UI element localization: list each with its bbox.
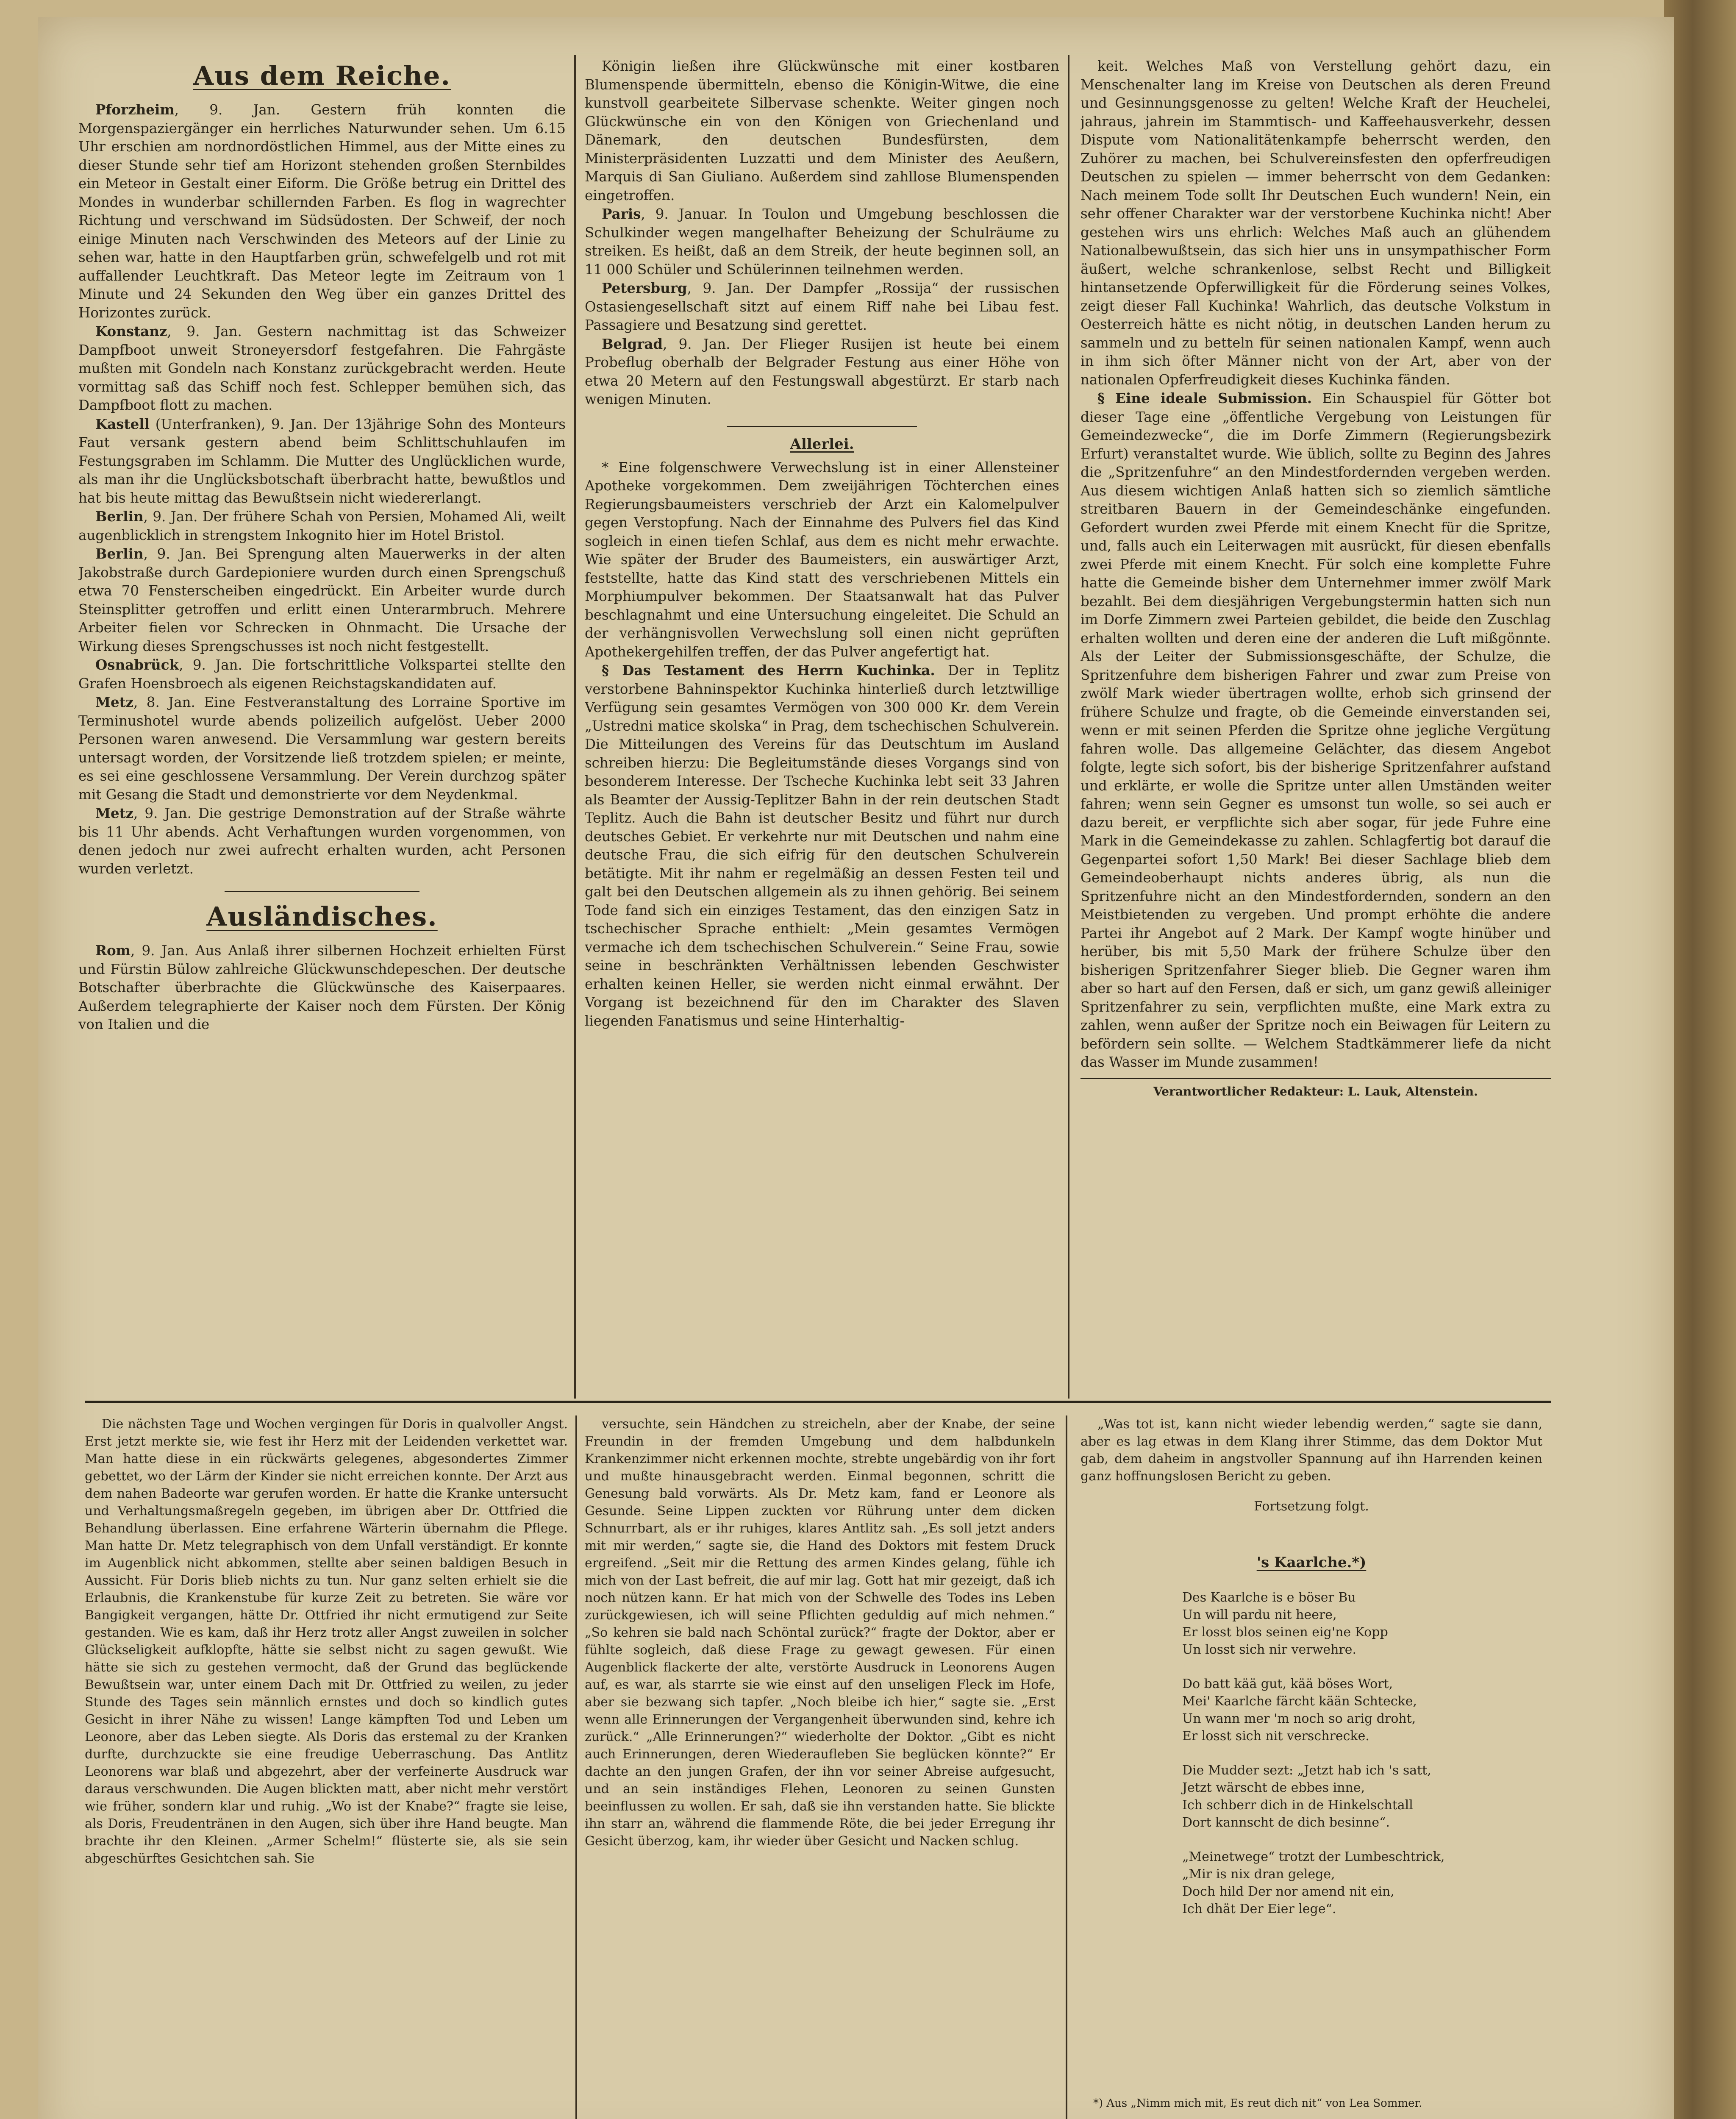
article: [78, 322, 566, 415]
poem-line: „Meinetwege“ trotzt der Lumbeschtrick,: [1182, 1849, 1445, 1864]
book-binding: [1664, 0, 1736, 2119]
poem: [1182, 1589, 1542, 1918]
poem-line: Un wann mer 'm noch so arig droht,: [1182, 1711, 1416, 1726]
poem-line: Doch hild Der nor amend nit ein,: [1182, 1884, 1394, 1899]
article: [78, 100, 566, 322]
divider: [225, 891, 419, 892]
article-text: Königin ließen ihre Glückwünsche mit einer kostbaren Blumenspende übermitteln, ebenso die Königin-Witwe, die eine kunstvoll gearbeitete Silbervase schenkte. Weiter gingen noch Glückwünsche ein von den Königen von Griechenland und Dänemark, den deutschen Bundesfürsten, dem Ministerpräsidenten Luzzatti und dem Minister des Aeußern, Marquis di San Giuliano. Außerdem sind zahllose Blumenspenden eingetroffen.: [585, 58, 1059, 203]
imprint: Verantwortlicher Redakteur: L. Lauk, Altenstein.: [1080, 1078, 1551, 1101]
article-text: , 8. Jan. Eine Festveranstaltung des Lorraine Sportive im Terminushotel wurde abends polizeilich aufgelöst. Ueber 2000 Personen waren anwesend. Die Versammlung war gestern bereits untersagt worden, der Vorsitzende ließ trotzdem spielen; er meinte, es sei eine geschlossene Versammlung. Der Verein durchzog später mit Gesang die Stadt und demonstrierte vor dem Neydenkmal.: [78, 694, 566, 803]
article-text: , 9. Jan. Die fortschrittliche Volkspartei stellte den Grafen Hoensbroech als eigenen Reichstagskandidaten auf.: [78, 657, 566, 692]
continued-note: Fortsetzung folgt.: [1254, 1499, 1369, 1514]
article-text: keit. Welches Maß von Verstellung gehört dazu, ein Menschenalter lang im Kreise von Deutschen als deren Freund und Gesinnungsgenosse zu gelten! Welche Kraft der Heuchelei, jahraus, jahrein im Stammtisch- und Kaffeehausverkehr, dessen Dispute vom Nationalitätenkampfe beherrscht werden, den Zuhörer zu machen, bei Schulvereinsfesten den opferfreudigen Deutschen zu spielen — immer beherrscht von dem Gedanken: Nach meinem Tode sollt Ihr Deutschen Euch wundern! Nein, ein sehr offener Charakter war der verstorbene Kuchinka nicht! Aber gestehen wirs uns ehrlich: Welches Maß auch an glühendem Nationalbewußtsein, das sich hier uns in unsympathischer Form äußert, welche schrankenlose, selbst Recht und Billigkeit hintansetzende Opferwilligkeit für die Förderung seines Volkes, zeigt dieser Fall Kuchinka! Wahrlich, das deutsche Volkstum in Oesterreich hätte es nicht nötig, in deutschen Landen herum zu sammeln und zu betteln für seinen nationalen Kampf, wenn auch in ihm sich öfter Männer nicht von der Art, aber von der nationalen Opferfreudigkeit dieses Kuchinka fänden.: [1080, 58, 1551, 388]
feuilleton-text: Die nächsten Tage und Wochen vergingen für Doris in qualvoller Angst. Erst jetzt merkte sie, wie fest ihr Herz mit der Leidenden verkettet war. Man hatte diese in ein rückwärts gelegenes, abgesondertes Zimmer gebettet, wo der Lärm der Kinder sie nicht erreichen konnte. Der Arzt aus dem nahen Badeorte war gerufen worden. Er hatte die Kranke untersucht und Verhaltungsmaßregeln gegeben, im übrigen aber Dr. Ottfried die Behandlung überlassen. Eine erfahrene Wärterin übernahm die Pflege. Man hatte Dr. Metz telegraphisch von dem Unfall verständigt. Er konnte im Augenblick nicht abkommen, stellte aber seinen baldigen Besuch in Aussicht. Für Doris blieb nichts zu tun. Nur ganz selten erhielt sie die Erlaubnis, die Krankenstube für kurze Zeit zu betreten. Sie wäre vor Bangigkeit vergangen, hätte Dr. Ottfried ihr nicht ermutigend zur Seite gestanden. Wie es kam, daß ihr Herz trotz aller Angst zuweilen in solcher Glückseligkeit aufklopfte, hätte sie selbst nicht zu sagen gewußt. Wie hätte sie sich zu gestehen vermocht, daß der Grund das beglückende Bewußtsein war, unter einem Dach mit Dr. Ottfried zu weilen, zu jeder Stunde des Tages sein männlich ernstes und doch so kindlich gutes Gesicht in ihrer Nähe zu wissen! Lange kämpften Tod und Leben um Leonore, aber das Leben siegte. Als Doris das erstemal zu der Kranken durfte, durchzuckte sie eine freudige Ueberraschung. Das Antlitz Leonorens war blaß und abgezehrt, aber der verfeinerte Ausdruck war daraus verschwunden. Die Augen blickten matt, aber nicht mehr verstört wie früher, sondern klar und ruhig. „Wo ist der Knabe?“ fragte sie leise, als Doris, Freudentränen in den Augen, sich über ihre Hand beugte. Man brachte ihr den Kleinen. „Armer Schelm!“ flüsterte sie, als sie sein abgeschürftes Gesichtchen sah. Sie: [85, 1417, 568, 1866]
column-rule: [1066, 1415, 1067, 2119]
article-text: , 9. Jan. Gestern nachmittag ist das Schweizer Dampfboot unweit Stroneyersdorf festgefahren. Die Fahrgäste mußten mit Gondeln nach Konstanz zurückgebracht werden. Heute vormittag saß das Schiff noch fest. Schlepper bemühen sich, das Dampfboot flott zu machen.: [78, 323, 566, 413]
article-text: , 9. Januar. In Toulon und Umgebung beschlossen die Schulkinder wegen mangelhafter Beheizung der Schulräume zu streiken. Es heißt, daß an dem Streik, der heute beginnen soll, an 11 000 Schüler und Schülerinnen teilnehmen werden.: [585, 206, 1059, 278]
article-text: Der in Teplitz verstorbene Bahninspektor Kuchinka hinterließ durch letztwillige Verfügung sein gesamtes Vermögen von 300 000 Kr. dem Verein „Ustredni matice skolska“ in Prag, dem tschechischen Schulverein. Die Mitteilungen des Vereins für das Deutschtum im Ausland schreiben hierzu: Die Begleitumstände dieses Vorgangs sind von besonderem Interesse. Der Tscheche Kuchinka lebt seit 33 Jahren als Beamter der Aussig-Teplitzer Bahn in der rein deutschen Stadt Teplitz. Auch die Bahn ist deutscher Besitz und führt nur durch deutsches Gebiet. Er verkehrte nur mit Deutschen und nahm eine deutsche Frau, die sich eifrig für den deutschen Schulverein betätigte. Mit ihr nahm er regelmäßig an dessen Festen teil und galt bei den Deutschen allgemein als zu ihnen gehörig. Bei seinem Tode fand sich ein einziges Testament, das den einzigen Satz in tschechischer Sprache enthielt: „Mein gesamtes Vermögen vermache ich dem tschechischen Schulverein.“ Seine Frau, sowie seine in beschränkten Verhältnissen lebenden Geschwister erhalten keinen Heller, sie werden nicht einmal erwähnt. Der Vorgang ist bezeichnend für den im Charakter des Slaven liegenden Fanatismus und seine Hinterhaltig-: [585, 662, 1059, 1029]
poem-line: „Mir is nix dran gelege,: [1182, 1867, 1335, 1882]
footnote: *) Aus „Nimm mich mit, Es reut dich nit“ von Lea Sommer.: [1093, 2097, 1422, 2110]
poem-line: Mei' Kaarlche färcht kään Schtecke,: [1182, 1694, 1417, 1709]
article: [78, 507, 566, 545]
article-dateline: Rom: [95, 942, 131, 959]
poem-stanza: [1182, 1675, 1542, 1745]
article-dateline: Belgrad: [602, 335, 663, 352]
heading-auslaendisches: Ausländisches.: [206, 901, 438, 932]
article: [78, 804, 566, 878]
article-dateline: § Das Testament des Herrn Kuchinka.: [602, 662, 935, 679]
article-dateline: Metz: [95, 805, 134, 821]
article-text: , 9. Jan. Der frühere Schah von Persien, Mohamed Ali, weilt augenblicklich in strengstem Inkognito hier im Hotel Bristol.: [78, 509, 566, 543]
feuilleton-column-3: [1080, 1415, 1542, 2119]
heading-allerlei: Allerlei.: [790, 435, 854, 453]
article-dateline: Petersburg: [602, 280, 687, 296]
poem-line: Er losst sich nit verschrecke.: [1182, 1729, 1369, 1744]
article: [78, 693, 566, 804]
article: [585, 335, 1059, 409]
article-dateline: Paris: [602, 206, 641, 222]
column-2: [585, 57, 1059, 1396]
article-text: , 9. Jan. Bei Sprengung alten Mauerwerks in der alten Jakobstraße durch Gardepioniere wurden durch einen Sprengschuß etwa 70 Fensterscheiben eingedrückt. Ein Arbeiter wurde durch Steinsplitter getroffen und erlitt einen Unterarmbruch. Mehrere Arbeiter fielen vor Schrecken in Ohnmacht. Die Ursache der Wirkung dieses Sprengschusses ist noch nicht festgestellt.: [78, 546, 566, 654]
article-dateline: Berlin: [95, 545, 144, 562]
column-rule: [1068, 55, 1069, 1399]
article: [585, 279, 1059, 335]
poem-line: Die Mudder sezt: „Jetzt hab ich 's satt,: [1182, 1763, 1431, 1778]
article-text: , 9. Jan. Gestern früh konnten die Morgenspaziergänger ein herrliches Naturwunder sehen. Um 6.15 Uhr erschien am nordnordöstlichen Himmel, aus der Mitte eines zu dieser Stunde sehr tief am Horizont stehenden großen Sternbildes ein Meteor in Gestalt einer Eiform. Die Größe betrug ein Drittel des Mondes in wunderbar schillernden Farben. Es flog in wagrechter Richtung und verschwand im Südsüdosten. Der Schweif, der noch einige Minuten nach Verschwinden des Meteors auf der Linie zu sehen war, hatte in den Hauptfarben grün, schwefelgelb und rot mit auffallender Leuchtkraft. Das Meteor legte im Zeitraum von 1 Minute und 24 Sekunden den Weg über ein ganzes Drittel des Horizontes zurück.: [78, 102, 566, 321]
poem-title: 's Kaarlche.*): [1256, 1554, 1367, 1571]
article: [1080, 389, 1551, 1072]
column-3: [1080, 57, 1551, 1396]
feuilleton-column-2: [585, 1415, 1055, 2119]
article: [78, 941, 566, 1034]
feuilleton-rule: [85, 1401, 1551, 1403]
poem-line: Do batt kää gut, kää böses Wort,: [1182, 1677, 1393, 1691]
column-rule: [574, 55, 576, 1399]
article-text: , 9. Jan. Die gestrige Demonstration auf der Straße währte bis 11 Uhr abends. Acht Verhaftungen wurden vorgenommen, von denen jedoch nur zwei aufrecht erhalten wurden, acht Personen wurden verletzt.: [78, 805, 566, 877]
article-text: (Unterfranken), 9. Jan. Der 13jährige Sohn des Monteurs Faut versank gestern abend beim Schlittschuhlaufen im Festungsgraben im Schlamm. Die Mutter des Unglücklichen wurde, als man ihr die Unglücksbotschaft überbracht hatte, bewußtlos und hat bis heute mittag das Bewußtsein nicht wiedererlangt.: [78, 416, 566, 506]
article-text: * Eine folgenschwere Verwechslung ist in einer Allensteiner Apotheke vorgekommen. Dem zweijährigen Töchterchen eines Regierungsbaumeisters verschrieb der Arzt ein Kalomelpulver gegen Verstopfung. Nach der Einnahme des Pulvers fiel das Kind sogleich in einen tiefen Schlaf, aus dem es nicht mehr erwachte. Wie später der Bruder des Baumeisters, ein auswärtiger Arzt, feststellte, hatte das Kind statt des verschriebenen Mittels ein Morphiumpulver bekommen. Der Staatsanwalt hat das Pulver beschlagnahmt und eine Untersuchung eingeleitet. Die Schuld an der verhängnisvollen Verwechslung soll einen nicht geprüften Apothekergehilfen treffen, der das Pulver angefertigt hat.: [585, 459, 1059, 660]
poem-line: Er losst blos seinen eig'ne Kopp: [1182, 1625, 1388, 1640]
newspaper-page: [38, 17, 1674, 2119]
poem-line: Un losst sich nir verwehre.: [1182, 1642, 1357, 1657]
article: [585, 57, 1059, 205]
article: [585, 205, 1059, 279]
poem-line: Des Kaarlche is e böser Bu: [1182, 1590, 1356, 1605]
poem-line: Jetzt wärscht de ebbes inne,: [1182, 1780, 1365, 1795]
article-dateline: Osnabrück: [95, 656, 179, 673]
article: [1080, 57, 1551, 389]
article-dateline: Konstanz: [95, 323, 167, 339]
column-1: [78, 57, 566, 1350]
poem-line: Ich dhät Der Eier lege“.: [1182, 1902, 1336, 1916]
article: [78, 545, 566, 656]
col2-allerlei-articles: [585, 459, 1059, 1031]
article-dateline: Kastell: [95, 415, 150, 432]
poem-line: Un will pardu nit heere,: [1182, 1607, 1337, 1622]
poem-line: Ich schberr dich in de Hinkelschtall: [1182, 1798, 1413, 1813]
col2-articles: [585, 57, 1059, 409]
poem-stanza: [1182, 1848, 1542, 1918]
poem-stanza: [1182, 1589, 1542, 1658]
col1-ausland-articles: [78, 941, 566, 1034]
feuilleton-text: „Was tot ist, kann nicht wieder lebendig werden,“ sagte sie dann, aber es lag etwas in dem Klang ihrer Stimme, das dem Doktor Mut gab, dem daheim in angstvoller Spannung auf ihn Harrenden keinen ganz hoffnungslosen Bericht zu geben.: [1080, 1417, 1542, 1484]
col1-articles: [78, 100, 566, 878]
feuilleton-column-1: [85, 1415, 568, 2119]
feuilleton-text: versuchte, sein Händchen zu streicheln, aber der Knabe, der seine Freundin in der fremden Umgebung und dem halbdunkeln Krankenzimmer nicht erkennen mochte, strebte ungebärdig von ihr fort und mußte hinausgebracht werden. Einmal begonnen, schritt die Genesung bald vorwärts. Als Dr. Metz kam, fand er Leonore als Gesunde. Seine Lippen zuckten vor Rührung unter dem dicken Schnurrbart, als er ihr ruhiges, klares Antlitz sah. „Es soll jetzt anders mit mir werden,“ sagte sie, die Hand des Doktors mit festem Druck ergreifend. „Seit mir die Rettung des armen Kindes gelang, fühle ich mich von der Last befreit, die auf mir lag. Gott hat mir gezeigt, daß ich noch nützen kann. Er hat mich von der Schwelle des Todes ins Leben zurückgewiesen, ich will seine Pflichten geduldig auf mich nehmen.“ „So kehren sie bald nach Schöntal zurück?“ fragte der Doktor, aber er fühlte sogleich, daß diese Frage zu gewagt gewesen. Für einen Augenblick flackerte der alte, verstörte Ausdruck in Leonorens Augen auf, es war, als starrte sie wie einst auf den unseligen Fleck im Hofe, aber sie bezwang sich tapfer. „Noch bleibe ich hier,“ sagte sie. „Erst wenn alle Erinnerungen der Vergangenheit überwunden sind, kehre ich zurück.“ „Alle Erinnerungen?“ wiederholte der Doktor. „Gibt es nicht auch Erinnerungen, deren Wiederaufleben Sie beglücken könnte?“ Er dachte an den jungen Grafen, der ihn vor seiner Abreise aufgesucht, und an sein inständiges Flehen, Leonoren zu seinen Gunsten beeinflussen zu wollen. Er sah, daß sie ihn verstanden hatte. Sie blickte ihn starr an, während die flammende Röte, die bei jeder Erregung ihr Gesicht überzog, kam, ihr wieder über Gesicht und Nacken schlug.: [585, 1417, 1055, 1849]
article-text: , 9. Jan. Der Flieger Rusijen ist heute bei einem Probeflug oberhalb der Belgrader Festung aus einer Höhe von etwa 20 Metern auf den Festungswall abgestürzt. Er starb nach wenigen Minuten.: [585, 336, 1059, 407]
article: [78, 415, 566, 508]
divider: [727, 426, 917, 427]
column-rule: [575, 1415, 577, 2119]
article-text: , 9. Jan. Der Dampfer „Rossija“ der russischen Ostasiengesellschaft sitzt auf einem Riff nahe bei Libau fest. Passagiere und Besatzung sind gerettet.: [585, 280, 1059, 333]
article-dateline: Berlin: [95, 508, 144, 525]
article: [585, 459, 1059, 662]
article-text: , 9. Jan. Aus Anlaß ihrer silbernen Hochzeit erhielten Fürst und Fürstin Bülow zahlreiche Glückwunschdepeschen. Der deutsche Botschafter überbrachte die Glückwünsche des Kaiserpaares. Außerdem telegraphierte der Kaiser noch dem Fürsten. Der König von Italien und die: [78, 943, 566, 1032]
poem-line: Dort kannscht de dich besinne“.: [1182, 1815, 1390, 1830]
article-text: Ein Schauspiel für Götter bot dieser Tage eine „öffentliche Vergebung von Leistungen für Gemeindezwecke“, die im Dorfe Zimmern (Regierungsbezirk Erfurt) veranstaltet wurde. Wie üblich, sollte zu Beginn des Jahres die „Spritzenfuhre“ an den Mindestfordernden vergeben werden. Aus diesem wichtigen Anlaß hatten sich so ziemlich sämtliche streitbaren Bauern in der Gemeindeschänke eingefunden. Gefordert wurden zwei Pferde mit einem Knecht für die Spritze, und, falls auch ein Leiterwagen mit ausrückt, für diesen ebenfalls zwei Pferde mit einem Knecht. Für solch eine komplette Fuhre hatte die Gemeinde bisher dem Unternehmer immer zwölf Mark bezahlt. Bei dem diesjährigen Vergebungstermin hatten sich nun im Dorfe Zimmern zwei Parteien gebildet, die beide den Zuschlag erhalten wollten und deren eine der anderen die Luft mißgönnte. Als der Leiter der Submissionsgeschäfte, der Schulze, die Spritzenfuhre dem bisherigen Fahrer und zwar zum Preise von zwölf Mark wieder übertragen wollte, erhob sich grinsend der frühere Schulze und fragte, ob die Gemeinde einverstanden sei, wenn er mit seinen Pferden die Spritze ohne jegliche Vergütung fahren wolle. Das allgemeine Gelächter, das diesem Angebot folgte, legte sich sofort, bis der bisherige Spritzenfahrer aufstand und erklärte, er wolle die Spritze unter allen Umständen weiter fahren; wenn sein Gegner es umsonst tun wolle, so sei auch er dazu bereit, er verpflichte sich aber sogar, für jede Fuhre eine Mark in die Gemeindekasse zu zahlen. Schlagfertig bot darauf die Gegenpartei sofort 1,50 Mark! Bei dieser Sachlage blieb dem Gemeindeoberhaupt nichts anderes übrig, als nun die Spritzenfuhre nicht an den Mindestfordernden, sondern an den Meistbietenden zu vergeben. Und prompt erhöhte die andere Partei ihr Angebot auf 2 Mark. Der Kampf wogte hinüber und herüber, bis mit 5,50 Mark der frühere Schulze über den bisherigen Spritzenfahrer Sieger blieb. Die Gegner waren ihm aber so hart auf den Fersen, daß er sich, um ganz gewiß alleiniger Spritzenfahrer zu sein, verpflichten mußte, eine Mark extra zu zahlen, wenn außer der Spritze noch ein Beiwagen für Leitern zu befördern sein sollte. — Welchem Stadtkämmerer liefe da nicht das Wasser im Munde zusammen!: [1080, 390, 1551, 1070]
heading-aus-dem-reiche: Aus dem Reiche.: [193, 60, 451, 91]
poem-stanza: [1182, 1762, 1542, 1831]
article-dateline: Metz: [95, 694, 134, 710]
col3-articles: [1080, 57, 1551, 1072]
article-dateline: Pforzheim: [95, 101, 175, 118]
article: [78, 656, 566, 693]
article: [585, 661, 1059, 1030]
article-dateline: § Eine ideale Submission.: [1097, 390, 1312, 406]
